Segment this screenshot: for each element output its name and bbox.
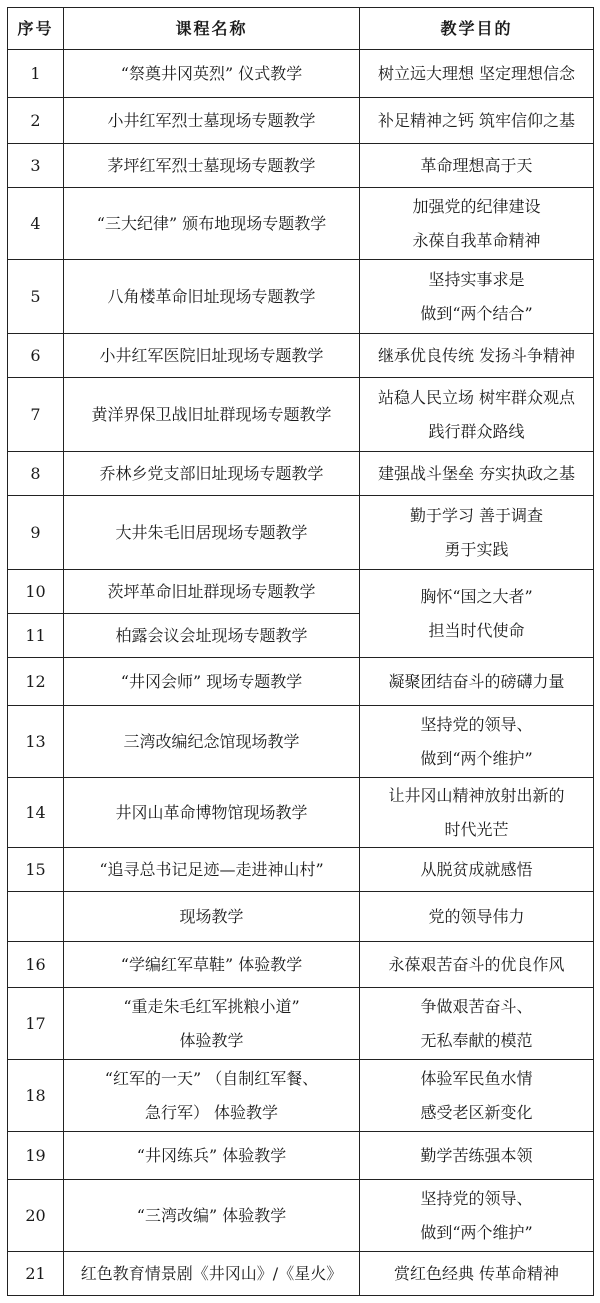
table-row bbox=[8, 778, 594, 848]
course-name bbox=[64, 1180, 360, 1252]
course-name-line: 黄洋界保卫战旧址群现场专题教学 bbox=[91, 404, 332, 424]
row-number: 6 bbox=[8, 334, 64, 378]
course-name bbox=[64, 1132, 360, 1180]
row-number: 10 bbox=[8, 570, 64, 614]
row-number: 2 bbox=[8, 98, 64, 144]
row-number: 12 bbox=[8, 658, 64, 706]
course-name-line: 小井红军医院旧址现场专题教学 bbox=[99, 345, 324, 365]
course-name bbox=[64, 892, 360, 942]
table-header-row bbox=[8, 8, 594, 50]
teaching-goal-line: 感受老区新变化 bbox=[420, 1102, 533, 1122]
row-number: 18 bbox=[8, 1060, 64, 1132]
table-row bbox=[8, 658, 594, 706]
teaching-goal-line: 践行群众路线 bbox=[428, 421, 525, 441]
table-row bbox=[8, 1180, 594, 1252]
course-name bbox=[64, 706, 360, 778]
teaching-goal bbox=[360, 942, 594, 988]
course-name-line: 茅坪红军烈士墓现场专题教学 bbox=[107, 155, 316, 175]
course-name bbox=[64, 50, 360, 98]
teaching-goal bbox=[360, 378, 594, 452]
teaching-goal-line: 胸怀“国之大者” bbox=[420, 586, 533, 606]
header-goal: 教学目的 bbox=[360, 8, 594, 50]
teaching-goal-line: 体验军民鱼水情 bbox=[420, 1068, 533, 1088]
teaching-goal-line: 建强战斗堡垒 夯实执政之基 bbox=[377, 463, 576, 483]
teaching-goal bbox=[360, 188, 594, 260]
teaching-goal-line: 加强党的纪律建设 bbox=[412, 196, 541, 216]
table-row bbox=[8, 188, 594, 260]
course-name-line: 乔林乡党支部旧址现场专题教学 bbox=[99, 463, 324, 483]
row-number: 14 bbox=[8, 778, 64, 848]
table-row bbox=[8, 496, 594, 570]
table-row bbox=[8, 144, 594, 188]
course-name-line: 大井朱毛旧居现场专题教学 bbox=[115, 522, 308, 542]
teaching-goal-line: 勇于实践 bbox=[444, 539, 509, 559]
course-name bbox=[64, 570, 360, 614]
course-name-line: 三湾改编纪念馆现场教学 bbox=[123, 731, 300, 751]
row-number: 11 bbox=[8, 614, 64, 658]
course-name-line: “重走朱毛红军挑粮小道” bbox=[123, 996, 300, 1016]
course-name bbox=[64, 988, 360, 1060]
course-name bbox=[64, 144, 360, 188]
teaching-goal-line: 坚持党的领导、 bbox=[420, 714, 533, 734]
teaching-goal-line: 继承优良传统 发扬斗争精神 bbox=[377, 345, 576, 365]
table-row bbox=[8, 98, 594, 144]
teaching-goal-line: 永葆艰苦奋斗的优良作风 bbox=[388, 954, 565, 974]
table-row bbox=[8, 260, 594, 334]
teaching-goal bbox=[360, 98, 594, 144]
teaching-goal bbox=[360, 144, 594, 188]
teaching-goal bbox=[360, 496, 594, 570]
course-name-line: 急行军） 体验教学 bbox=[144, 1102, 279, 1122]
teaching-goal-line: 从脱贫成就感悟 bbox=[420, 859, 533, 879]
teaching-goal bbox=[360, 706, 594, 778]
row-number: 19 bbox=[8, 1132, 64, 1180]
table-row bbox=[8, 452, 594, 496]
row-number: 13 bbox=[8, 706, 64, 778]
teaching-goal bbox=[360, 50, 594, 98]
course-name-line: 体验教学 bbox=[179, 1030, 244, 1050]
teaching-goal-line: 勤学苦练强本领 bbox=[420, 1145, 533, 1165]
table-row bbox=[8, 50, 594, 98]
row-number: 1 bbox=[8, 50, 64, 98]
teaching-goal-line: 站稳人民立场 树牢群众观点 bbox=[377, 387, 576, 407]
course-name-line: “追寻总书记足迹—走进神山村” bbox=[99, 859, 324, 879]
course-name bbox=[64, 1252, 360, 1296]
row-number: 3 bbox=[8, 144, 64, 188]
table-row bbox=[8, 570, 594, 614]
table-body bbox=[8, 50, 594, 1296]
course-name-line: 井冈山革命博物馆现场教学 bbox=[115, 802, 308, 822]
course-name-line: 小井红军烈士墓现场专题教学 bbox=[107, 110, 316, 130]
course-name bbox=[64, 496, 360, 570]
table-row bbox=[8, 334, 594, 378]
teaching-goal bbox=[360, 848, 594, 892]
teaching-goal bbox=[360, 658, 594, 706]
row-number: 16 bbox=[8, 942, 64, 988]
course-name bbox=[64, 658, 360, 706]
teaching-goal bbox=[360, 260, 594, 334]
table-row bbox=[8, 1252, 594, 1296]
teaching-goal-line: 坚持党的领导、 bbox=[420, 1188, 533, 1208]
header-course: 课程名称 bbox=[64, 8, 360, 50]
teaching-goal bbox=[360, 1180, 594, 1252]
row-number: 9 bbox=[8, 496, 64, 570]
row-number: 20 bbox=[8, 1180, 64, 1252]
course-name bbox=[64, 778, 360, 848]
teaching-goal bbox=[360, 988, 594, 1060]
teaching-goal-line: 坚持实事求是 bbox=[428, 269, 525, 289]
course-name bbox=[64, 334, 360, 378]
table-row bbox=[8, 1060, 594, 1132]
row-number: 5 bbox=[8, 260, 64, 334]
teaching-goal-line: 做到“两个结合” bbox=[420, 303, 533, 323]
course-name-line: 八角楼革命旧址现场专题教学 bbox=[107, 286, 316, 306]
teaching-goal bbox=[360, 452, 594, 496]
teaching-goal bbox=[360, 892, 594, 942]
teaching-goal bbox=[360, 570, 594, 658]
course-name bbox=[64, 452, 360, 496]
row-number: 15 bbox=[8, 848, 64, 892]
course-name-line: “祭奠井冈英烈” 仪式教学 bbox=[120, 63, 303, 83]
row-number: 17 bbox=[8, 988, 64, 1060]
course-name-line: 茨坪革命旧址群现场专题教学 bbox=[107, 581, 316, 601]
teaching-goal-line: 树立远大理想 坚定理想信念 bbox=[377, 63, 576, 83]
table-row bbox=[8, 378, 594, 452]
course-name-line: “红军的一天” （自制红军餐、 bbox=[104, 1068, 319, 1088]
teaching-goal bbox=[360, 1132, 594, 1180]
teaching-goal-line: 党的领导伟力 bbox=[428, 906, 525, 926]
teaching-goal-line: 让井冈山精神放射出新的 bbox=[388, 785, 565, 805]
teaching-goal bbox=[360, 1252, 594, 1296]
row-number bbox=[8, 892, 64, 942]
course-name-line: 现场教学 bbox=[179, 906, 244, 926]
header-num: 序号 bbox=[8, 8, 64, 50]
row-number: 21 bbox=[8, 1252, 64, 1296]
course-name bbox=[64, 942, 360, 988]
course-name-line: “三大纪律” 颁布地现场专题教学 bbox=[96, 213, 327, 233]
course-table bbox=[7, 7, 594, 1296]
teaching-goal-line: 赏红色经典 传革命精神 bbox=[393, 1263, 560, 1283]
teaching-goal-line: 勤于学习 善于调查 bbox=[409, 505, 544, 525]
row-number: 8 bbox=[8, 452, 64, 496]
course-name bbox=[64, 260, 360, 334]
teaching-goal-line: 永葆自我革命精神 bbox=[412, 230, 541, 250]
teaching-goal bbox=[360, 778, 594, 848]
teaching-goal-line: 补足精神之钙 筑牢信仰之基 bbox=[377, 110, 576, 130]
row-number: 7 bbox=[8, 378, 64, 452]
course-name-line: “井冈练兵” 体验教学 bbox=[136, 1145, 287, 1165]
course-name-line: “三湾改编” 体验教学 bbox=[136, 1205, 287, 1225]
course-name bbox=[64, 614, 360, 658]
course-name-line: “学编红军草鞋” 体验教学 bbox=[120, 954, 303, 974]
course-name bbox=[64, 848, 360, 892]
course-name bbox=[64, 188, 360, 260]
teaching-goal-line: 做到“两个维护” bbox=[420, 748, 533, 768]
table-row bbox=[8, 892, 594, 942]
table-row bbox=[8, 988, 594, 1060]
course-name-line: 红色教育情景剧《井冈山》/《星火》 bbox=[80, 1263, 343, 1283]
course-name bbox=[64, 98, 360, 144]
course-name-line: “井冈会师” 现场专题教学 bbox=[120, 671, 303, 691]
teaching-goal-line: 担当时代使命 bbox=[428, 620, 525, 640]
course-name bbox=[64, 1060, 360, 1132]
teaching-goal-line: 时代光芒 bbox=[444, 819, 509, 839]
table-row bbox=[8, 706, 594, 778]
teaching-goal-line: 革命理想高于天 bbox=[420, 155, 533, 175]
table-row bbox=[8, 848, 594, 892]
table-row bbox=[8, 942, 594, 988]
course-name-line: 柏露会议会址现场专题教学 bbox=[115, 625, 308, 645]
teaching-goal-line: 凝聚团结奋斗的磅礴力量 bbox=[388, 671, 565, 691]
teaching-goal bbox=[360, 334, 594, 378]
teaching-goal-line: 做到“两个维护” bbox=[420, 1222, 533, 1242]
course-name bbox=[64, 378, 360, 452]
teaching-goal-line: 无私奉献的模范 bbox=[420, 1030, 533, 1050]
table-row bbox=[8, 1132, 594, 1180]
row-number: 4 bbox=[8, 188, 64, 260]
teaching-goal-line: 争做艰苦奋斗、 bbox=[420, 996, 533, 1016]
teaching-goal bbox=[360, 1060, 594, 1132]
